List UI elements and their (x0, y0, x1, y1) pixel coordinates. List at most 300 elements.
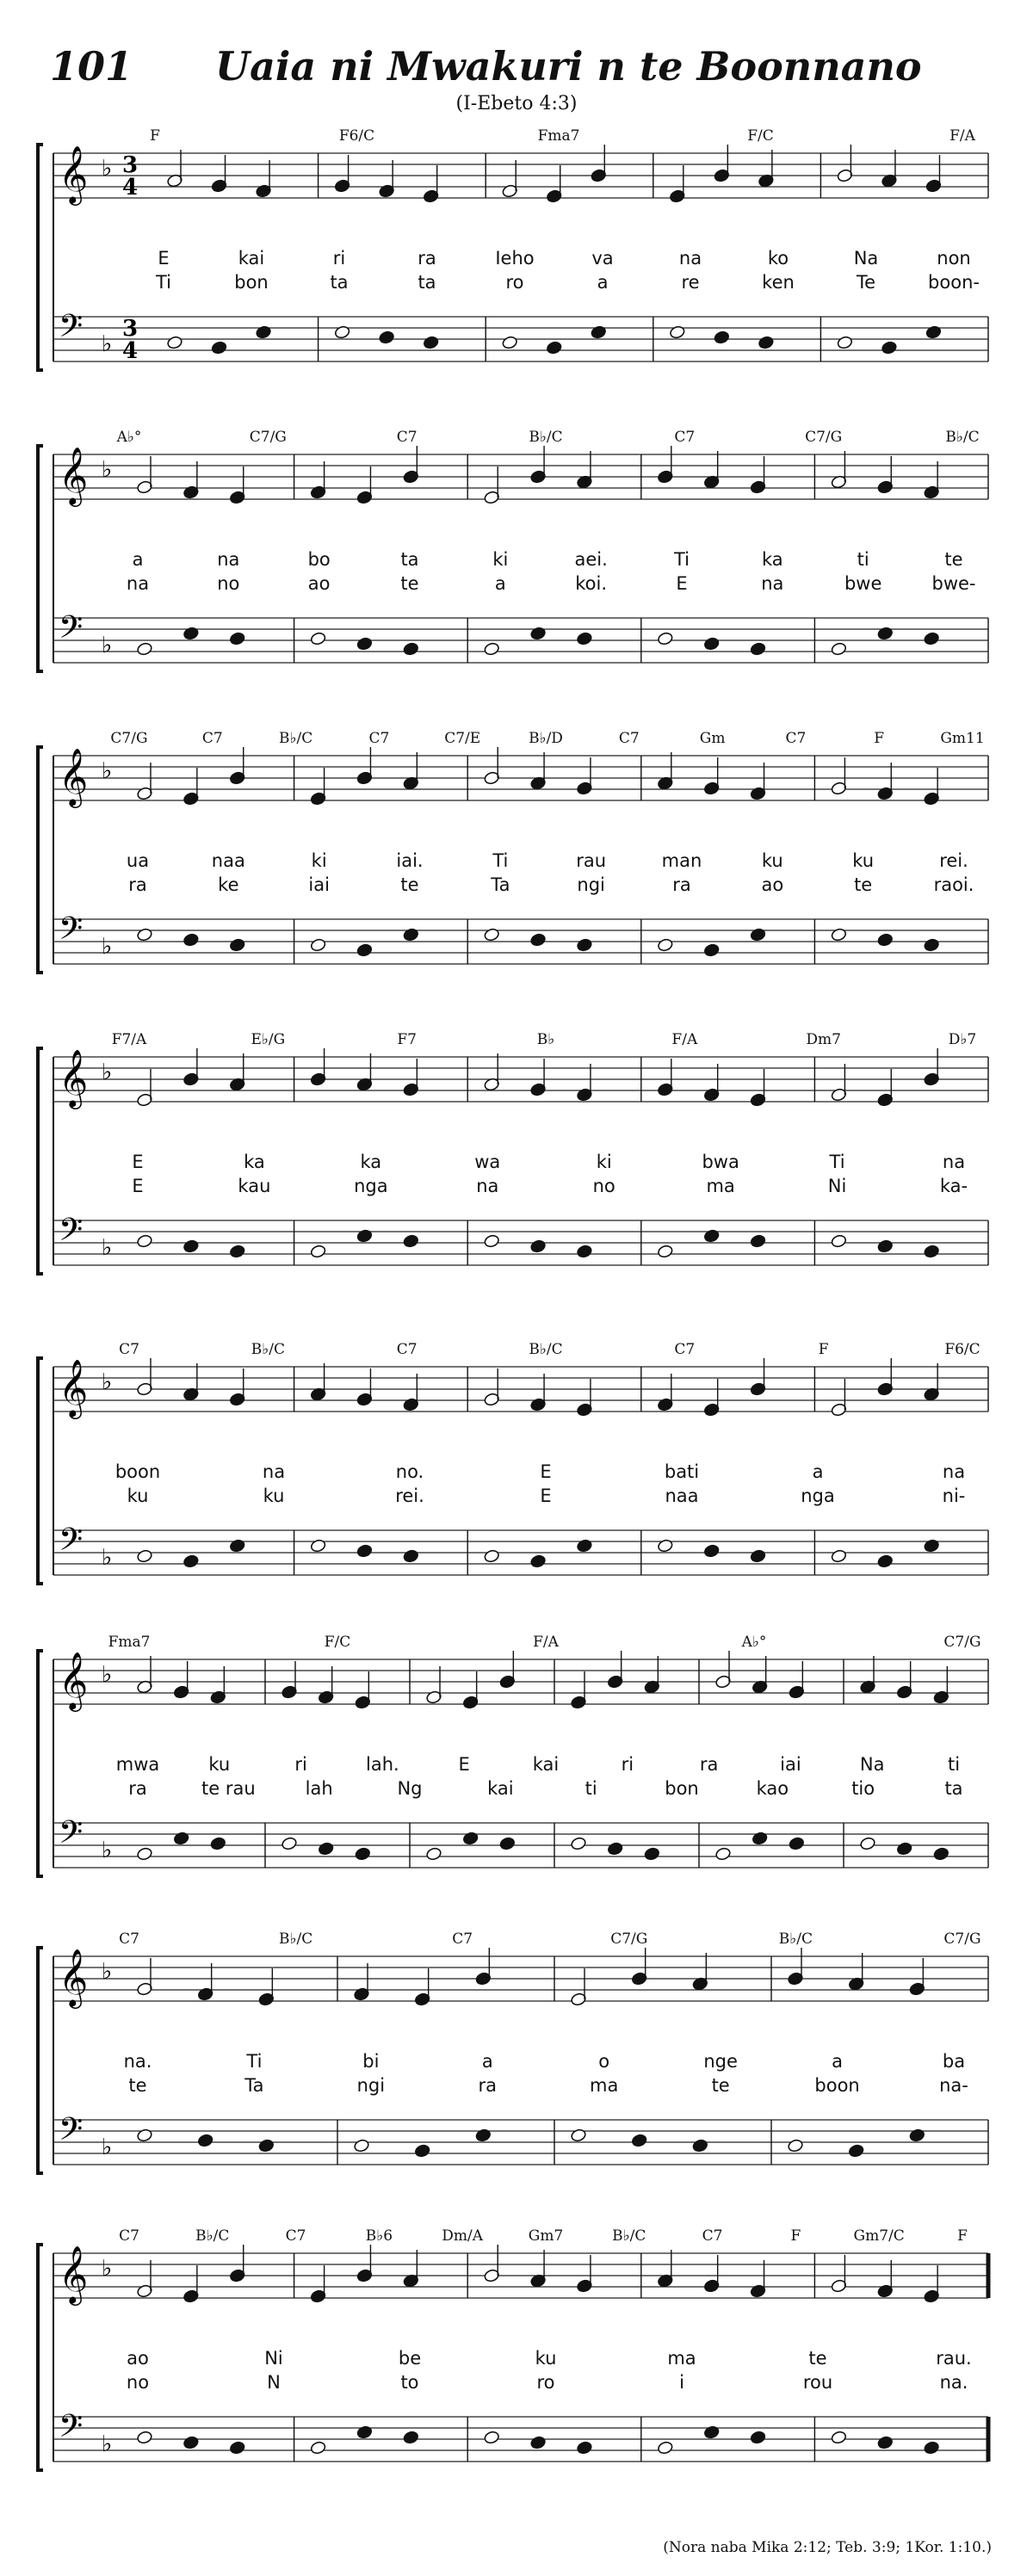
staff-system-graphic (0, 732, 1033, 990)
note-head (837, 336, 853, 350)
note-head (657, 1539, 673, 1554)
lyric-verse-1: Ti (492, 850, 509, 871)
note-head (182, 627, 199, 641)
lyric-verse-1: a (812, 1461, 824, 1482)
note-head (310, 1245, 326, 1259)
lyric-verse-2: na (126, 573, 150, 594)
chord-symbol: C7/G (610, 1930, 648, 1948)
note-head (933, 1847, 949, 1862)
lyric-verse-1: ri (294, 1754, 307, 1775)
note-head (703, 1544, 720, 1559)
note-head (166, 336, 182, 350)
note-head (310, 2441, 326, 2456)
note-head (210, 1837, 226, 1851)
lyric-verse-1: te (944, 549, 963, 570)
lyric-verse-2: N (267, 2372, 281, 2393)
note-head (182, 1554, 199, 1569)
lyric-verse-2: bon (234, 272, 269, 293)
chord-symbol: C7 (702, 2227, 723, 2245)
note-head (136, 928, 152, 942)
note-head (356, 2425, 373, 2440)
bass-clef-icon: 𝄢 (59, 2111, 84, 2155)
lyric-verse-2: ra (672, 874, 691, 895)
bass-clef-icon: 𝄢 (59, 1814, 84, 1858)
lyric-verse-2: Ni (827, 1176, 847, 1196)
lyric-verse-2: a (494, 573, 506, 594)
lyric-verse-2: no (592, 1176, 615, 1196)
note-head (136, 1847, 152, 1862)
lyric-verse-2: nga (354, 1176, 388, 1196)
lyric-verse-2: ra (128, 1778, 147, 1799)
lyric-verse-2: ma (590, 2075, 619, 2096)
chord-symbol: C7 (674, 429, 696, 446)
chord-symbol: D♭7 (948, 1031, 977, 1048)
lyric-verse-1: ti (947, 1754, 961, 1775)
note-head (750, 642, 766, 657)
system-bracket (38, 1358, 43, 1584)
note-head (197, 2134, 213, 2148)
note-head (356, 1229, 373, 1244)
chord-symbol: Gm7/C (853, 2227, 905, 2245)
chord-symbol: A♭° (741, 1634, 767, 1651)
note-head (924, 632, 940, 646)
lyric-verse-1: ki (311, 850, 327, 871)
lyric-verse-2: E (676, 573, 688, 594)
system-bracket (38, 1948, 43, 2173)
lyric-verse-2: bwe (844, 573, 882, 594)
treble-clef-icon: 𝄞 (59, 1048, 89, 1107)
chord-symbol: F/A (949, 127, 975, 145)
chord-symbol: Fma7 (537, 127, 580, 145)
note-head (529, 1239, 546, 1254)
lyric-verse-2: Ti (155, 272, 172, 293)
lyric-verse-1: na. (123, 2051, 152, 2072)
chord-symbol: C7/G (249, 429, 287, 446)
note-head (425, 1847, 442, 1862)
lyric-verse-1: ba (942, 2051, 966, 2072)
score-system (0, 1635, 1033, 1893)
lyric-verse-2: to (400, 2372, 419, 2393)
staff-system-graphic (0, 430, 1033, 689)
lyric-verse-1: E (158, 248, 170, 269)
system-bracket (38, 1048, 43, 1274)
lyric-verse-1: ra (699, 1754, 719, 1775)
note-head (576, 938, 592, 953)
staff-system-graphic (0, 1033, 1033, 1291)
score-system (0, 1343, 1033, 1601)
note-head (182, 1239, 199, 1254)
chord-symbol: C7 (119, 1341, 139, 1358)
chord-symbol: C7 (119, 1930, 139, 1948)
lyric-verse-2: Ta (244, 2075, 264, 2096)
note-head (570, 1837, 586, 1851)
note-head (859, 1837, 875, 1851)
note-head (499, 1837, 516, 1851)
lyric-verse-1: mwa (115, 1754, 160, 1775)
lyric-verse-1: kai (532, 1754, 560, 1775)
lyric-verse-2: rou (802, 2372, 833, 2393)
lyric-verse-1: Ti (829, 1152, 845, 1172)
note-head (631, 2134, 647, 2148)
time-signature-digit: 3 (122, 316, 139, 342)
lyric-verse-2: te (128, 2075, 147, 2096)
chord-symbol: F (874, 730, 885, 747)
treble-clef-icon: 𝄞 (59, 145, 89, 203)
lyric-verse-2: na (761, 573, 784, 594)
lyric-verse-2: a (597, 272, 609, 293)
note-head (576, 632, 592, 646)
note-head (576, 2441, 592, 2456)
lyric-verse-1: ku (208, 1754, 231, 1775)
note-head (356, 943, 373, 958)
note-head (281, 1837, 297, 1851)
lyric-verse-2: na (476, 1176, 499, 1196)
lyric-verse-2: re (681, 272, 700, 293)
bass-clef-icon: 𝄢 (59, 2408, 84, 2452)
time-signature-digit: 3 (122, 152, 139, 178)
lyric-verse-2: ro (536, 2372, 555, 2393)
chord-symbol: F7/A (111, 1031, 147, 1048)
lyric-verse-1: Ti (246, 2051, 263, 2072)
chord-symbol: C7 (368, 730, 390, 747)
note-head (703, 2425, 720, 2440)
hymn-title: Uaia ni Mwakuri n te Boonnano (215, 43, 922, 90)
note-head (750, 2431, 766, 2445)
note-head (831, 2431, 847, 2445)
treble-clef-icon: 𝄞 (59, 446, 89, 504)
note-head (924, 2441, 940, 2456)
key-signature-flat-icon: ♭ (102, 331, 113, 357)
bass-clef-icon: 𝄢 (59, 308, 84, 352)
note-head (831, 642, 847, 657)
lyric-verse-2: ti (585, 1778, 597, 1799)
chord-symbol: B♭/C (251, 1341, 285, 1358)
lyric-verse-2: no (126, 2372, 150, 2393)
note-head (356, 637, 373, 652)
note-head (714, 1847, 731, 1862)
lyric-verse-1: ki (596, 1152, 612, 1172)
lyric-verse-1: nge (703, 2051, 738, 2072)
lyric-verse-1: va (591, 248, 614, 269)
score-system (0, 1932, 1033, 2190)
lyric-verse-2: ngi (577, 874, 605, 895)
lyric-verse-1: ma (667, 2348, 696, 2369)
system-bracket (38, 145, 43, 370)
chord-symbol: C7 (785, 730, 807, 747)
lyric-verse-1: ri (621, 1754, 634, 1775)
lyric-verse-1: no. (395, 1461, 424, 1482)
note-head (414, 2144, 430, 2159)
chord-symbol: C7 (201, 730, 223, 747)
lyric-verse-2: ken (762, 272, 795, 293)
key-signature-flat-icon: ♭ (102, 1235, 113, 1261)
bass-clef-icon: 𝄢 (59, 1522, 84, 1566)
system-bracket (38, 1651, 43, 1876)
note-head (356, 1544, 373, 1559)
lyric-verse-1: ra (418, 248, 436, 269)
note-head (831, 1549, 847, 1564)
lyric-verse-1: bo (307, 549, 331, 570)
time-signature-digit: 4 (122, 175, 139, 201)
lyric-verse-1: Ni (264, 2348, 283, 2369)
chord-symbol: B♭/C (529, 429, 563, 446)
lyric-verse-1: te (808, 2348, 827, 2369)
note-head (211, 341, 227, 355)
note-head (703, 637, 720, 652)
note-head (877, 1554, 894, 1569)
lyric-verse-2: ra (478, 2075, 498, 2096)
lyric-verse-2: naa (665, 1486, 699, 1506)
key-signature-flat-icon: ♭ (102, 1545, 113, 1571)
note-head (182, 933, 199, 948)
note-head (703, 1229, 720, 1244)
chord-symbol: B♭/C (778, 1930, 813, 1948)
key-signature-flat-icon: ♭ (102, 1838, 113, 1863)
score-system (0, 430, 1033, 689)
score-system (0, 2229, 1033, 2487)
key-signature-flat-icon: ♭ (102, 1662, 113, 1688)
chord-symbol: F6/C (944, 1341, 980, 1358)
lyric-verse-1: ki (492, 549, 509, 570)
treble-clef-icon: 𝄞 (59, 2245, 89, 2303)
note-head (703, 943, 720, 958)
note-head (229, 1539, 245, 1554)
chord-symbol: E♭/G (251, 1031, 286, 1048)
note-head (318, 1842, 334, 1856)
lyric-verse-1: na (217, 549, 240, 570)
lyric-verse-1: a (132, 549, 144, 570)
note-head (484, 642, 500, 657)
chord-symbol: B♭/C (529, 1341, 563, 1358)
lyric-verse-2: ro (505, 272, 524, 293)
lyric-verse-2: ni- (942, 1486, 966, 1506)
note-head (924, 1539, 940, 1554)
note-head (353, 2139, 369, 2153)
note-head (877, 627, 894, 641)
lyric-verse-2: ma (706, 1176, 735, 1196)
key-signature-flat-icon: ♭ (102, 2431, 113, 2457)
chord-symbol: Gm7 (528, 2227, 564, 2245)
system-bracket (38, 446, 43, 671)
key-signature-flat-icon: ♭ (102, 457, 113, 483)
chord-symbol: C7 (119, 2227, 139, 2245)
lyric-verse-2: Te (856, 272, 876, 293)
note-head (657, 632, 673, 646)
note-head (924, 1245, 940, 1259)
lyric-verse-2: Ta (491, 874, 510, 895)
bass-clef-icon: 𝄢 (59, 1212, 84, 1256)
note-head (355, 1847, 371, 1862)
staff-system-graphic (0, 2229, 1033, 2487)
lyric-verse-1: ao (127, 2348, 149, 2369)
note-head (750, 928, 766, 942)
note-head (657, 1245, 673, 1259)
bass-clef-icon: 𝄢 (59, 609, 84, 653)
note-head (403, 2431, 419, 2445)
chord-symbol: F/A (671, 1031, 698, 1048)
lyric-verse-2: boon (814, 2075, 860, 2096)
lyric-verse-1: ua (126, 850, 150, 871)
lyric-verse-1: Na (859, 1754, 885, 1775)
note-head (484, 1549, 500, 1564)
lyric-verse-2: lah (305, 1778, 333, 1799)
note-head (848, 2144, 864, 2159)
note-head (310, 632, 326, 646)
chord-symbol: Gm11 (940, 730, 985, 747)
chord-symbol: B♭ (536, 1031, 555, 1048)
lyric-verse-2: ao (761, 874, 784, 895)
lyric-verse-2: te (400, 573, 419, 594)
note-head (136, 1234, 152, 1249)
note-head (229, 1245, 245, 1259)
key-signature-flat-icon: ♭ (102, 1059, 113, 1085)
bass-clef-icon: 𝄢 (59, 911, 84, 954)
lyric-verse-2: ta (944, 1778, 963, 1799)
note-head (310, 1539, 326, 1554)
lyric-verse-1: boon (114, 1461, 161, 1482)
note-head (379, 330, 395, 345)
note-head (644, 1847, 660, 1862)
note-head (758, 336, 774, 350)
chord-symbol: F/A (533, 1634, 559, 1651)
note-head (529, 1554, 546, 1569)
key-signature-flat-icon: ♭ (102, 633, 113, 658)
chord-symbol: F (150, 127, 160, 145)
lyric-verse-2: bon (665, 1778, 699, 1799)
lyric-verse-1: aei. (574, 549, 608, 570)
lyric-verse-2: te (854, 874, 873, 895)
note-head (546, 341, 562, 355)
lyric-verse-1: kai (238, 248, 265, 269)
lyric-verse-2: bwe- (931, 573, 976, 594)
lyric-verse-1: a (832, 2051, 843, 2072)
chord-symbol: F6/C (338, 127, 375, 145)
chord-symbol: B♭/C (278, 1930, 313, 1948)
note-head (752, 1832, 768, 1846)
chord-symbol: Fma7 (108, 1634, 151, 1651)
note-head (669, 325, 685, 340)
chord-symbol: F/C (747, 127, 774, 145)
hymn-number: 101 (50, 43, 133, 90)
lyric-verse-1: ta (400, 549, 419, 570)
lyric-verse-1: rau (576, 850, 607, 871)
score-system (0, 1033, 1033, 1291)
lyric-verse-2: nga (801, 1486, 835, 1506)
lyric-verse-1: lah. (366, 1754, 399, 1775)
chord-symbol: B♭/C (195, 2227, 230, 2245)
lyric-verse-2: koi. (575, 573, 608, 594)
chord-symbol: C7/E (444, 730, 481, 747)
chord-symbol: C7 (285, 2227, 306, 2245)
lyric-verse-1: ka (761, 549, 783, 570)
lyric-verse-1: E (458, 1754, 470, 1775)
scripture-reference: (I-Ebeto 4:3) (455, 93, 578, 114)
note-head (714, 330, 730, 345)
note-head (877, 1239, 894, 1254)
lyric-verse-1: Na (853, 248, 879, 269)
lyric-verse-1: na (942, 1152, 966, 1172)
lyric-verse-2: iai (308, 874, 330, 895)
lyric-verse-2: te (711, 2075, 730, 2096)
note-head (657, 938, 673, 953)
lyric-verse-2: kao (756, 1778, 789, 1799)
lyric-verse-2: i (679, 2372, 684, 2393)
note-head (576, 1245, 592, 1259)
lyric-verse-2: E (540, 1486, 552, 1506)
score-system (0, 129, 1033, 387)
lyric-verse-2: ka- (939, 1176, 968, 1196)
chord-symbol: Dm/A (442, 2227, 484, 2245)
system-bracket (38, 2245, 43, 2470)
note-head (831, 928, 847, 942)
lyric-verse-2: Ng (397, 1778, 423, 1799)
lyric-verse-1: bwa (702, 1152, 739, 1172)
chord-symbol: B♭/C (612, 2227, 646, 2245)
note-head (750, 1234, 766, 1249)
note-head (881, 341, 897, 355)
system-bracket (38, 747, 43, 973)
treble-clef-icon: 𝄞 (59, 1948, 89, 2006)
note-head (925, 325, 942, 340)
treble-clef-icon: 𝄞 (59, 1651, 89, 1709)
chord-symbol: C7/G (943, 1930, 981, 1948)
note-head (909, 2128, 925, 2143)
note-head (403, 642, 419, 657)
lyric-verse-2: ta (330, 272, 349, 293)
lyric-verse-1: E (132, 1152, 144, 1172)
staff-system-graphic (0, 1932, 1033, 2190)
note-head (591, 325, 607, 340)
key-signature-flat-icon: ♭ (102, 1959, 113, 1985)
note-head (570, 2128, 586, 2143)
note-head (750, 1549, 766, 1564)
footnote-references: (Nora naba Mika 2:12; Teb. 3:9; 1Kor. 1:10.) (663, 2539, 992, 2556)
lyric-verse-2: te (400, 874, 419, 895)
lyric-verse-2: raoi. (933, 874, 974, 895)
lyric-verse-1: Ieho (495, 248, 535, 269)
note-head (403, 1549, 419, 1564)
key-signature-flat-icon: ♭ (102, 156, 113, 182)
lyric-verse-1: naa (211, 850, 245, 871)
note-head (692, 2139, 708, 2153)
lyric-verse-2: boon- (928, 272, 980, 293)
chord-symbol: B♭/C (278, 730, 313, 747)
note-head (173, 1832, 189, 1846)
note-head (403, 1234, 419, 1249)
score-system (0, 732, 1033, 990)
note-head (310, 938, 326, 953)
note-head (182, 2436, 199, 2450)
chord-symbol: C7/G (805, 429, 843, 446)
lyric-verse-1: rei. (939, 850, 968, 871)
lyric-verse-1: a (481, 2051, 493, 2072)
lyric-verse-1: na (262, 1461, 286, 1482)
chord-symbol: F (790, 2227, 801, 2245)
note-head (787, 2139, 803, 2153)
lyric-verse-1: man (661, 850, 702, 871)
lyric-verse-1: ko (767, 248, 789, 269)
treble-clef-icon: 𝄞 (59, 1358, 89, 1417)
lyric-verse-1: ku (535, 2348, 557, 2369)
lyric-verse-2: ke (218, 874, 239, 895)
chord-symbol: B♭/C (945, 429, 980, 446)
time-signature-digit: 4 (122, 338, 139, 364)
lyric-verse-2: kai (487, 1778, 514, 1799)
note-head (462, 1832, 479, 1846)
chord-symbol: F7 (397, 1031, 417, 1048)
lyric-verse-1: ri (332, 248, 346, 269)
note-head (484, 2431, 500, 2445)
